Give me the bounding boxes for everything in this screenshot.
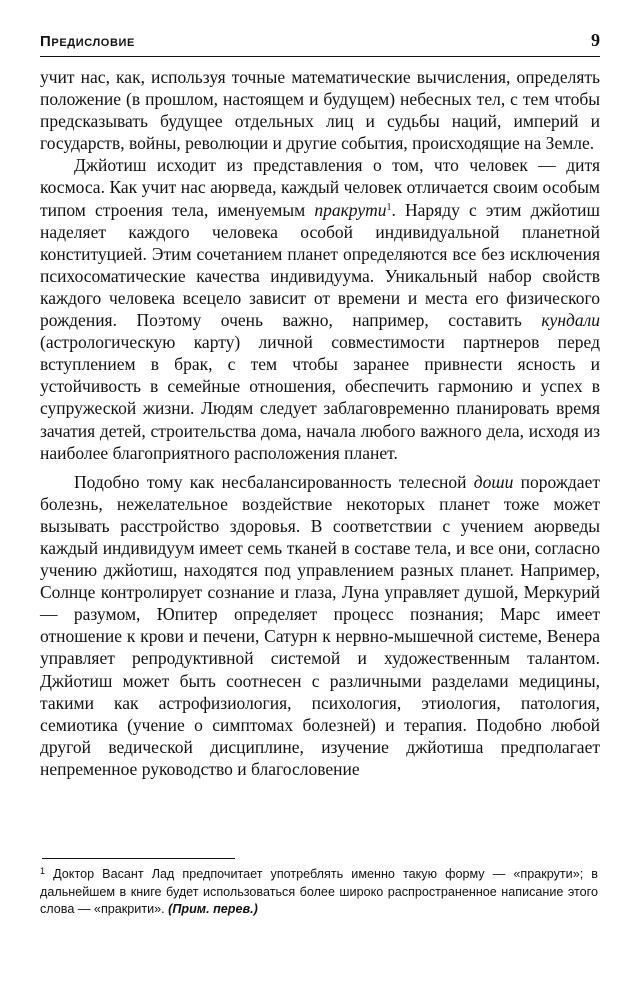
running-header [40,30,600,57]
translator-note: (Прим. перев.) [168,902,258,916]
main-text [40,66,600,780]
term-doshi: доши [473,471,514,492]
footnote-reference[interactable]: 1 [386,201,392,213]
footnote-text: Доктор Васант Лад предпочитает употреблять именно такую форму — «пракрути»; в дальнейшем в книге будет использоваться более широко распространенное написание этого слова — «пракрити». [40,867,598,916]
footnote-mark: 1 [40,866,46,876]
paragraph-3-text-a: Подобно тому как несбалансированность телесной [74,471,474,492]
footnote [40,866,598,919]
paragraph-2-text-a: Джйотиш исходит из представления о том, что человек — дитя космоса. Как учит нас аюрведа, каждый человек отличается своим особым типом строения тела, именуемым [40,155,600,220]
paragraph-3-text-b: порождает болезнь, нежелательное воздействие некоторых планет тоже может вызывать расстройство здоровья. В соответствии с учением аюрведы каждый индивидуум имеет семь тканей в составе тела, и все они, согласно учению джйотиш, находятся под управлением разных планет. Например, Солнце контролирует сознание и глаза, Луна управляет душой, Меркурий — разумом, Юпитер определяет процесс познания; Марс имеет отношение к крови и печени, Сатурн к нервно-мышечной системе, Венера управляет репродуктивной системой и художественным талантом. Джйотиш может быть соотнесен с различными разделами медицины, такими как астрофизиология, психология, этиология, патология, семиотика (учение о симптомах болезней) и терапия. Подобно любой другой ведической дисциплине, изучение джйотиша предполагает непременное руководство и благословение [40,471,600,779]
paragraph-2-text-c: (астрологическую карту) личной совместимости партнеров перед вступлением в брак, с тем чтобы заранее привнести ясность и устойчивость в семейные отношения, обеспечить гармонию и успех в супружеской жизни. Людям следует заблаговременно планировать время зачатия детей, строительства дома, начала любого важного дела, исходя из наиболее благоприятного расположения планет. [40,332,600,463]
term-kundali: кундали [541,310,600,331]
paragraph-1 [40,66,600,154]
chapter-title: Предисловие [40,33,135,50]
paragraph-1-text: учит нас, как, используя точные математические вычисления, определять положение (в прошлом, настоящем и будущем) небесных тел, с тем чтобы предсказывать будущее отдельных лиц и судьбы наций, империй и государств, войны, революции и другие события, происходящие на Земле. [40,67,600,154]
paragraph-3 [40,471,600,780]
footnote-divider [42,858,235,859]
paragraph-2-text-b: . Наряду с этим джйотиш наделяет каждого человека особой индивидуальной планетной конституцией. Этим сочетанием планет определяются все без исключения психосоматические качества индивидуума. Уникальный набор свойств каждого человека всецело зависит от времени и места его физического рождения. Поэтому очень важно, например, составить [40,199,600,331]
page-number: 9 [591,30,600,50]
term-prakruti: пракрути [314,199,387,220]
paragraph-2 [40,154,600,463]
